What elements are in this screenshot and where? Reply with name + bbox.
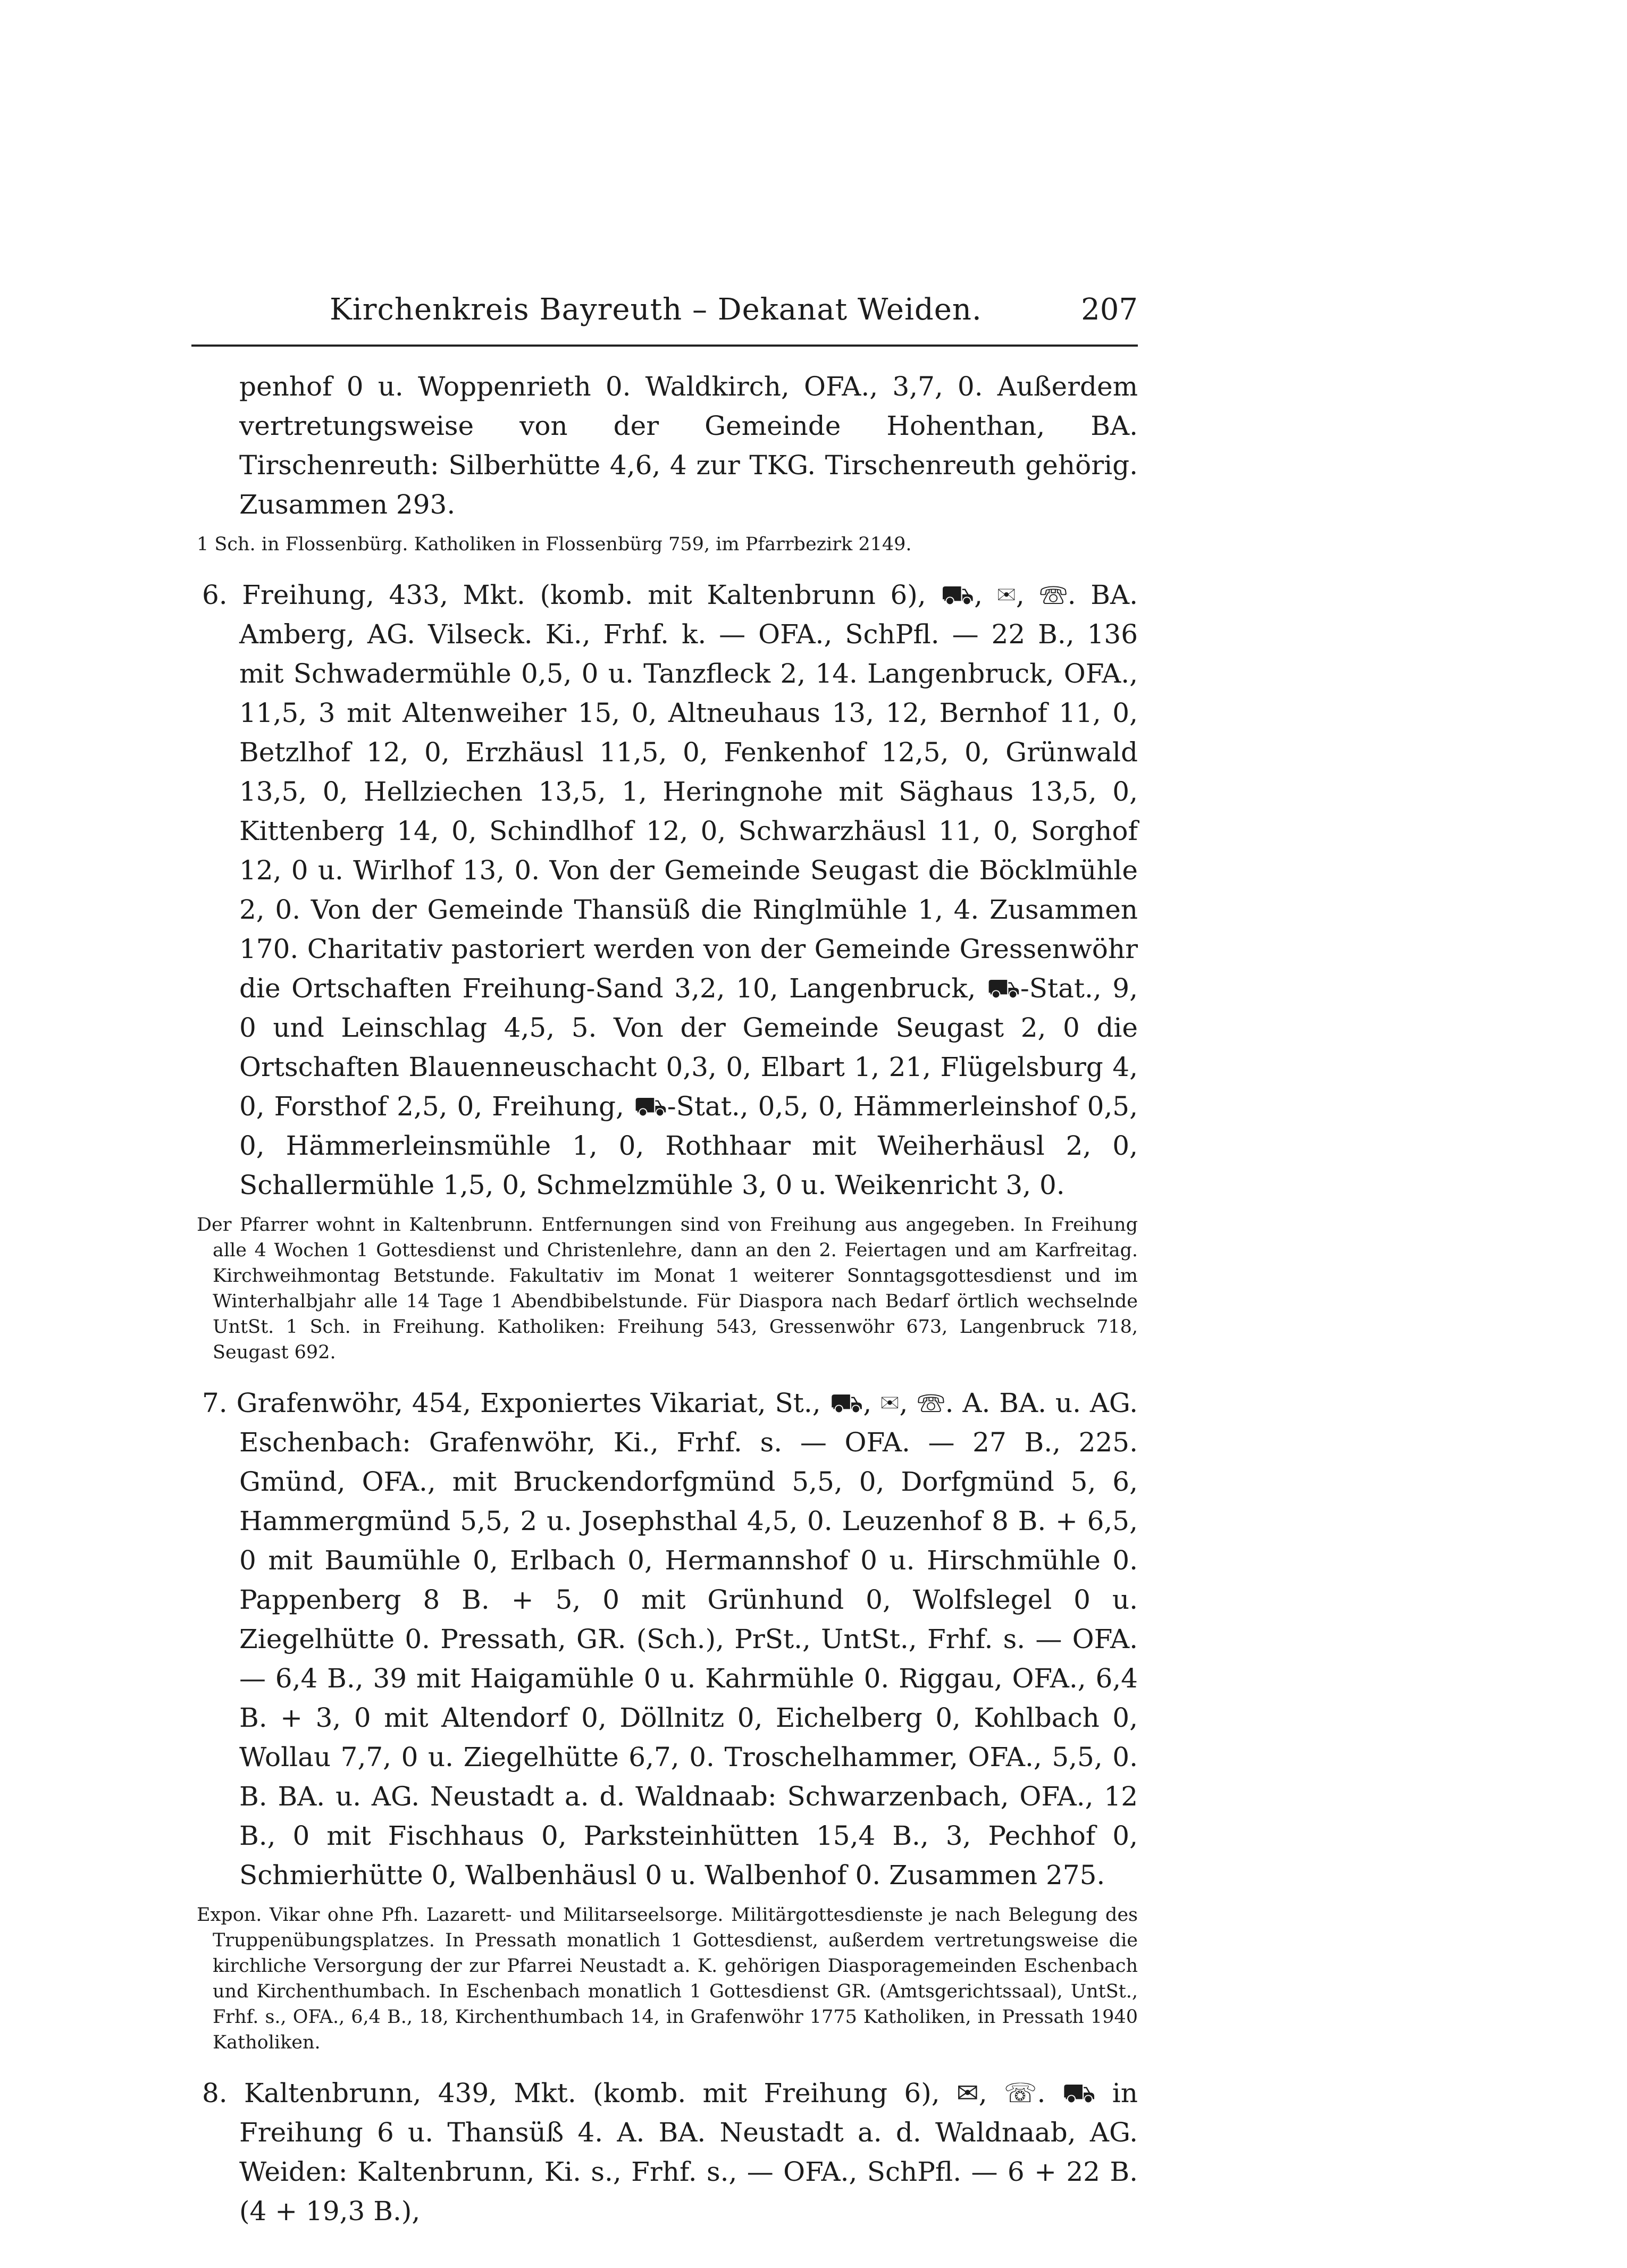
header-rule bbox=[191, 345, 1138, 347]
document-body bbox=[191, 367, 1138, 2231]
running-head bbox=[191, 287, 1138, 340]
entry-8-kaltenbrunn: 8. Kaltenbrunn, 439, Mkt. (komb. mit Freihung 6), ✉, ☏. ⛟ in Freihung 6 u. Thansüß 4. A. BA. Neustadt a. d. Waldnaab, AG. Weiden: Kaltenbrunn, Ki. s., Frhf. s., — OFA., SchPfl. — 6 + 22 B. (4 + 19,3 B.), bbox=[202, 2078, 1138, 2227]
document-page bbox=[191, 287, 1138, 2227]
page-number: 207 bbox=[1081, 292, 1138, 327]
entry-7-grafenwoehr: 7. Grafenwöhr, 454, Exponiertes Vikariat, St., ⛟, ✉, ☏. A. BA. u. AG. Eschenbach: Grafenwöhr, Ki., Frhf. s. — OFA. — 27 B., 225. Gmünd, OFA., mit Bruckendorfgmünd 5,5, 0, Dorfgmünd 5, 6, Hammergmünd 5,5, 2 u. Josephsthal 4,5, 0. Leuzenhof 8 B. + 6,5, 0 mit Baumühle 0, Erlbach 0, Hermannshof 0 u. Hirschmühle 0. Pappenberg 8 B. + 5, 0 mit Grünhund 0, Wolfslegel 0 u. Ziegelhütte 0. Pressath, GR. (Sch.), PrSt., UntSt., Frhf. s. — OFA. — 6,4 B., 39 mit Haigamühle 0 u. Kahrmühle 0. Riggau, OFA., 6,4 B. + 3, 0 mit Altendorf 0, Döllnitz 0, Eichelberg 0, Kohlbach 0, Wollau 7,7, 0 u. Ziegelhütte 6,7, 0. Troschelhammer, OFA., 5,5, 0. B. BA. u. AG. Neustadt a. d. Waldnaab: Schwarzenbach, OFA., 12 B., 0 mit Fischhaus 0, Parksteinhütten 15,4 B., 3, Pechhof 0, Schmierhütte 0, Walbenhäusl 0 u. Walbenhof 0. Zusammen 275. bbox=[202, 1388, 1138, 1891]
footnote-flossenbuerg: 1 Sch. in Flossenbürg. Katholiken in Flossenbürg 759, im Pfarrbezirk 2149. bbox=[197, 534, 912, 555]
running-head-title: Kirchenkreis Bayreuth – Dekanat Weiden. bbox=[330, 292, 982, 327]
note-grafenwoehr: Expon. Vikar ohne Pfh. Lazarett- und Militarseelsorge. Militärgottesdienste je nach Belegung des Truppenübungsplatzes. In Pressath monatlich 1 Gottesdienst, außerdem vertretungsweise die kirchliche Versorgung der zur Pfarrei Neustadt a. K. gehörigen Diasporagemeinden Eschenbach und Kirchenthumbach. In Eschenbach monatlich 1 Gottesdienst GR. (Amtsgerichtssaal), UntSt., Frhf. s., OFA., 6,4 B., 18, Kirchenthumbach 14, in Grafenwöhr 1775 Katholiken, in Pressath 1940 Katholiken. bbox=[197, 1904, 1138, 2053]
entry-6-freihung: 6. Freihung, 433, Mkt. (komb. mit Kaltenbrunn 6), ⛟, ✉, ☏. BA. Amberg, AG. Vilseck. Ki., Frhf. k. — OFA., SchPfl. — 22 B., 136 mit Schwadermühle 0,5, 0 u. Tanzfleck 2, 14. Langenbruck, OFA., 11,5, 3 mit Altenweiher 15, 0, Altneuhaus 13, 12, Bernhof 11, 0, Betzlhof 12, 0, Erzhäusl 11,5, 0, Fenkenhof 12,5, 0, Grünwald 13,5, 0, Hellziechen 13,5, 1, Heringnohe mit Säghaus 13,5, 0, Kittenberg 14, 0, Schindlhof 12, 0, Schwarzhäusl 11, 0, Sorghof 12, 0 u. Wirlhof 13, 0. Von der Gemeinde Seugast die Böcklmühle 2, 0. Von der Gemeinde Thansüß die Ringlmühle 1, 4. Zusammen 170. Charitativ pastoriert werden von der Gemeinde Gressenwöhr die Ortschaften Freihung-Sand 3,2, 10, Langenbruck, ⛟-Stat., 9, 0 und Leinschlag 4,5, 5. Von der Gemeinde Seugast 2, 0 die Ortschaften Blauenneuschacht 0,3, 0, Elbart 1, 21, Flügelsburg 4, 0, Forsthof 2,5, 0, Freihung, ⛟-Stat., 0,5, 0, Hämmerleinshof 0,5, 0, Hämmerleinsmühle 1, 0, Rothhaar mit Weiherhäusl 2, 0, Schallermühle 1,5, 0, Schmelzmühle 3, 0 u. Weikenricht 3, 0. bbox=[202, 579, 1138, 1200]
note-freihung: Der Pfarrer wohnt in Kaltenbrunn. Entfernungen sind von Freihung aus angegeben. In Freihung alle 4 Wochen 1 Gottesdienst und Christenlehre, dann an den 2. Feiertagen und am Karfreitag. Kirchweihmontag Betstunde. Fakultativ im Monat 1 weiterer Sonntagsgottesdienst und im Winterhalbjahr alle 14 Tage 1 Abendbibelstunde. Für Diaspora nach Bedarf örtlich wechselnde UntSt. 1 Sch. in Freihung. Katholiken: Freihung 543, Gressenwöhr 673, Langenbruck 718, Seugast 692. bbox=[197, 1214, 1138, 1363]
paragraph-continuation: penhof 0 u. Woppenrieth 0. Waldkirch, OFA., 3,7, 0. Außerdem vertretungsweise von der Gemeinde Hohenthan, BA. Tirschenreuth: Silberhütte 4,6, 4 zur TKG. Tirschenreuth gehörig. Zusammen 293. bbox=[239, 371, 1138, 520]
